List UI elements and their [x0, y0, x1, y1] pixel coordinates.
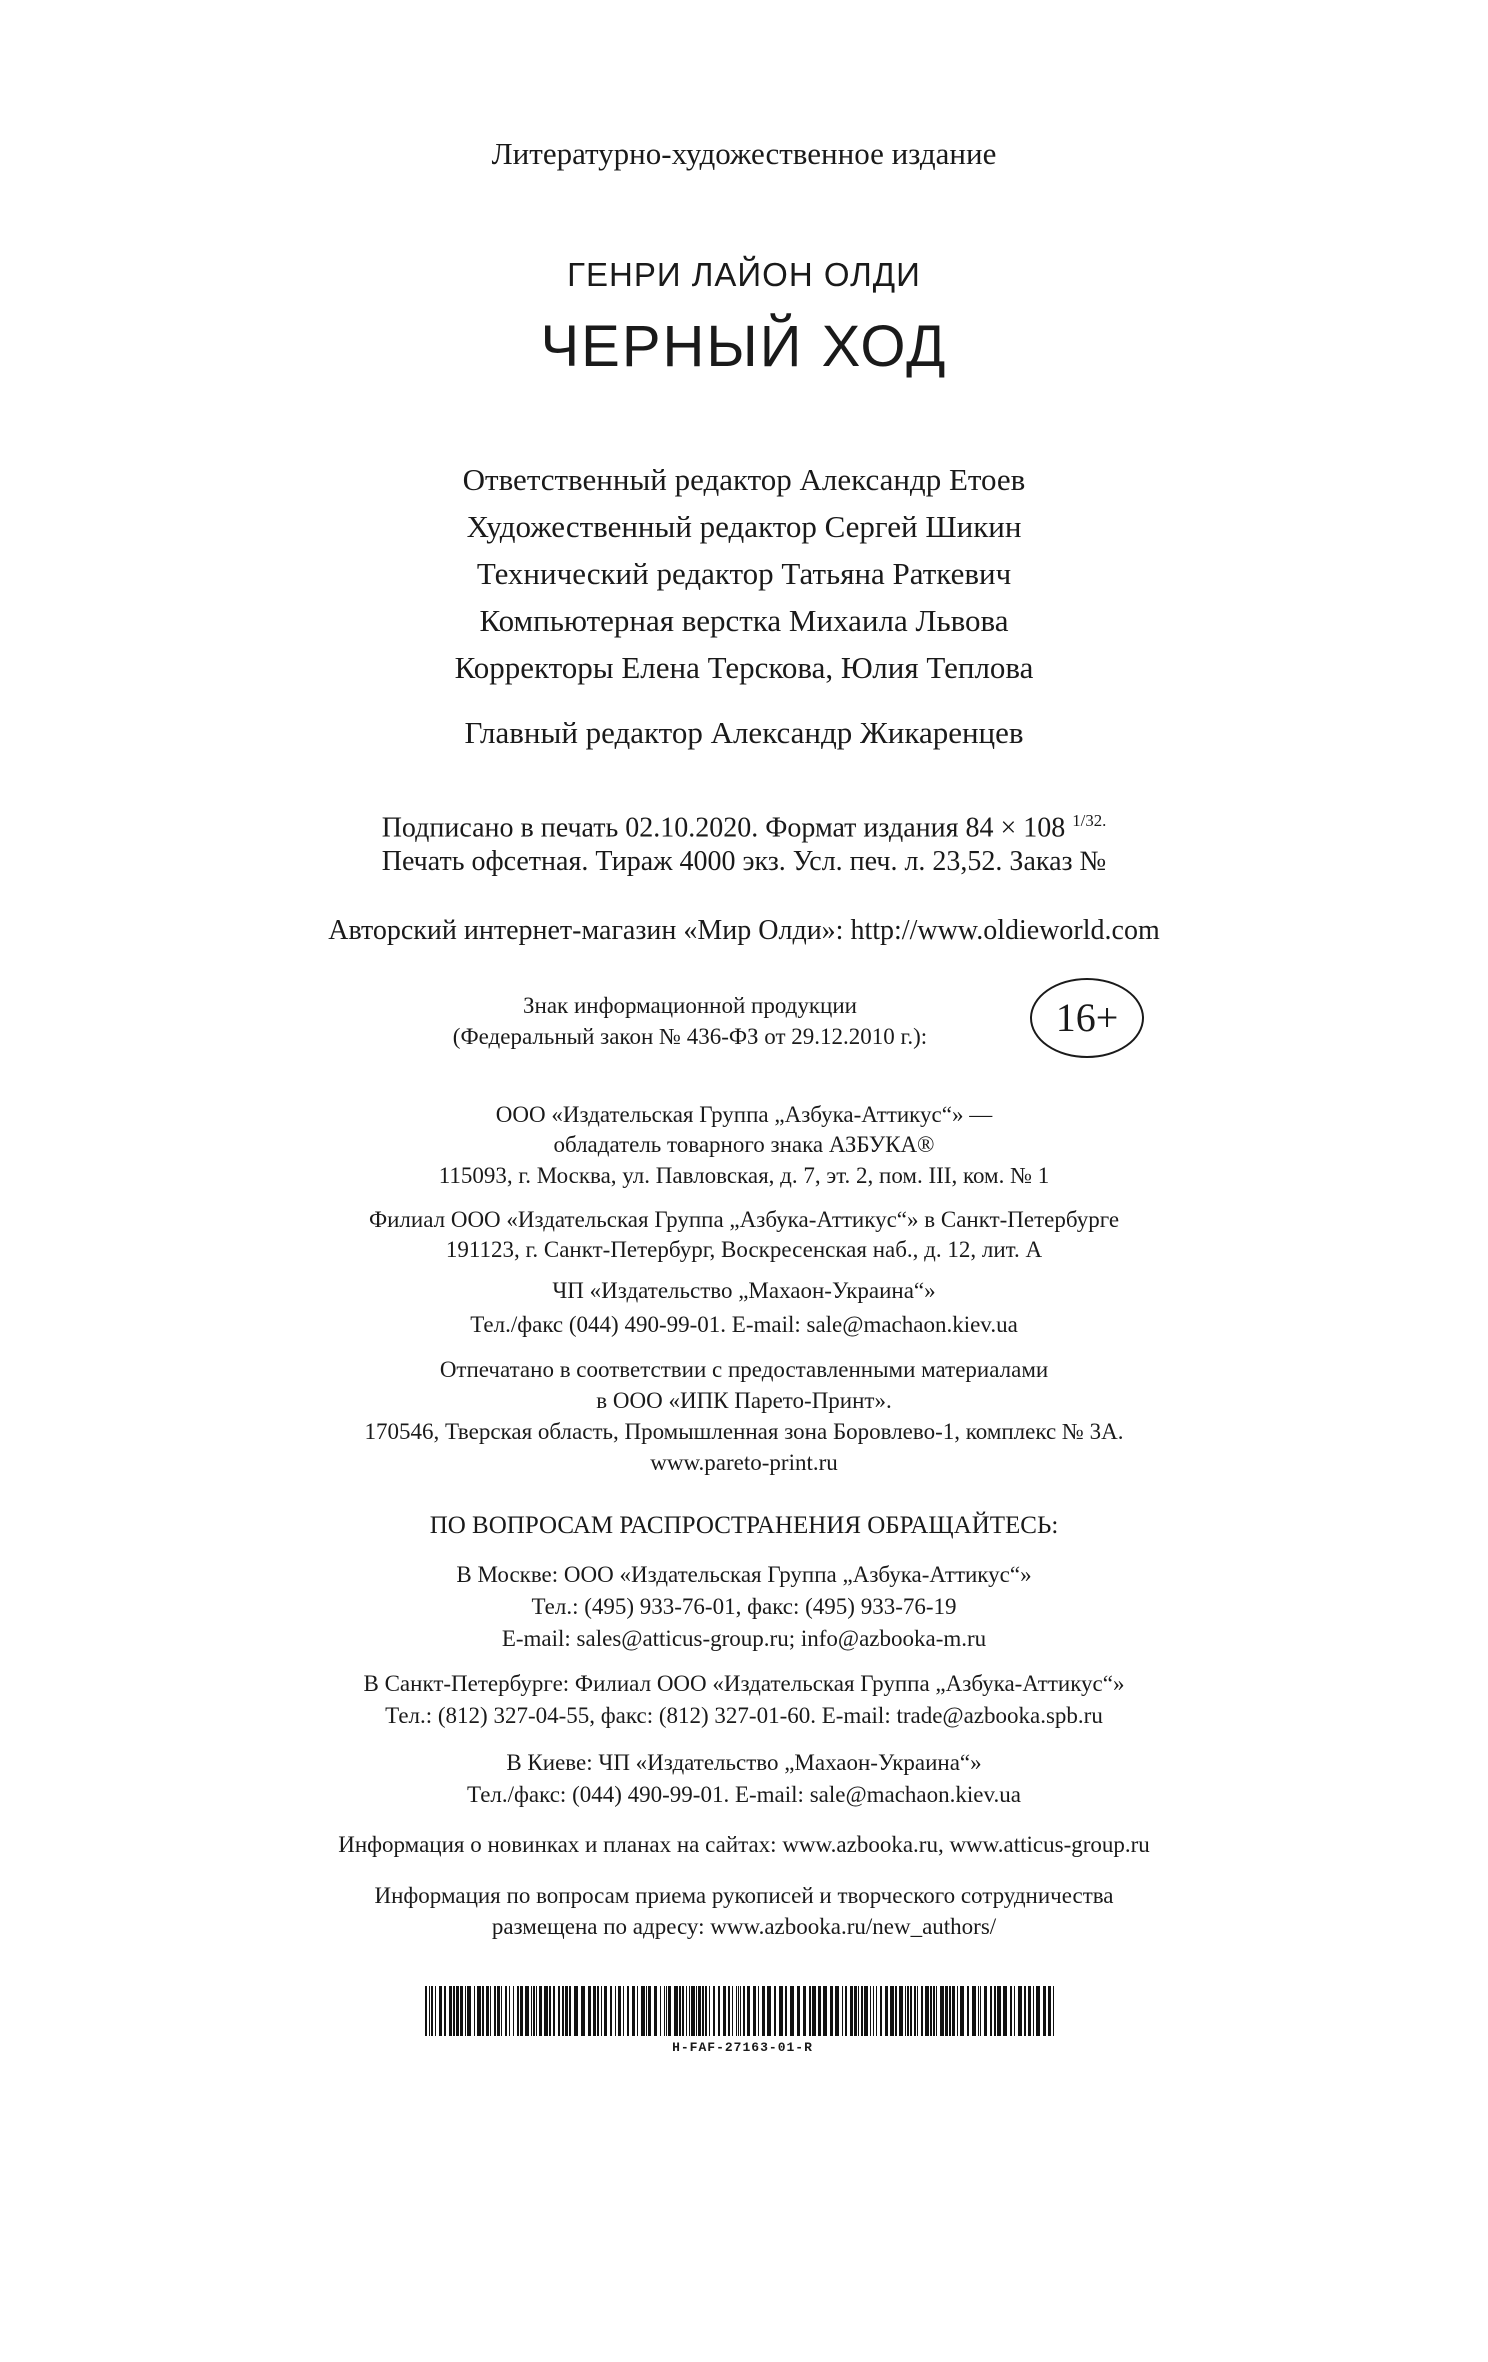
barcode-bar	[531, 1986, 532, 2036]
barcode-bar	[558, 1986, 560, 2036]
barcode-bar	[623, 1986, 624, 2036]
barcode-bar	[501, 1986, 502, 2036]
edition-type: Литературно-художественное издание	[491, 136, 997, 171]
barcode-bar	[1033, 1986, 1034, 2036]
barcode-bar	[588, 1986, 591, 2036]
barcode-bar	[818, 1986, 821, 2036]
book-title: ЧЕРНЫЙ ХОД	[540, 314, 948, 379]
barcode-bar	[549, 1986, 551, 2036]
printer-website: www.pareto-print.ru	[650, 1450, 838, 1475]
barcode-bar	[845, 1986, 847, 2036]
ukraine-publisher: ЧП «Издательство „Махаон-Украина“»	[552, 1278, 936, 1303]
print-signed-line	[0, 803, 1488, 846]
print-run-line: Печать офсетная. Тираж 4000 экз. Усл. печ. л. 23,52. Заказ №	[381, 846, 1107, 877]
barcode-bar	[861, 1986, 863, 2036]
barcode-bar	[482, 1986, 484, 2036]
branch-line: Филиал ООО «Издательская Группа „Азбука-Аттикус“» в Санкт-Петербурге	[368, 1207, 1120, 1232]
barcode-bar	[627, 1986, 629, 2036]
ukraine-contacts: Тел./факс (044) 490-99-01. E-mail: sale@machaon.kiev.ua	[470, 1312, 1018, 1337]
barcode-bar	[723, 1986, 726, 2036]
publisher-address: 115093, г. Москва, ул. Павловская, д. 7, эт. 2, пом. III, ком. № 1	[438, 1163, 1050, 1188]
barcode-bar	[895, 1986, 897, 2036]
barcode-bar	[1024, 1986, 1026, 2036]
barcode-bar	[509, 1986, 510, 2036]
barcode-bar	[444, 1986, 446, 2036]
barcode-bar	[1043, 1986, 1046, 2036]
barcode-bar	[785, 1986, 787, 2036]
age-law: (Федеральный закон № 436-ФЗ от 29.12.2010 г.):	[452, 1024, 928, 1049]
editor-line: Корректоры Елена Терскова, Юлия Теплова	[454, 650, 1034, 685]
barcode-bar	[960, 1986, 964, 2036]
barcode-bar	[925, 1986, 929, 2036]
barcode-bar	[705, 1986, 707, 2036]
barcode-bar	[830, 1986, 833, 2036]
barcode-bar	[1053, 1986, 1054, 2036]
barcode-bar	[978, 1986, 979, 2036]
barcode-bar	[747, 1986, 750, 2036]
publisher-line: ООО «Издательская Группа „Азбука-Аттикус“» —	[495, 1102, 993, 1127]
publisher-line: обладатель товарного знака АЗБУКА®	[553, 1132, 935, 1157]
barcode-bar	[740, 1986, 741, 2036]
barcode-bar	[593, 1986, 596, 2036]
barcode-bar	[460, 1986, 463, 2036]
barcode-bar	[1014, 1986, 1015, 2036]
barcode-bar	[885, 1986, 888, 2036]
editor-line: Художественный редактор Сергей Шикин	[466, 509, 1022, 544]
barcode-bar	[1018, 1986, 1022, 2036]
barcode-bar	[689, 1986, 690, 2036]
distribution-line: Тел.: (495) 933-76-01, факс: (495) 933-76-19	[531, 1594, 957, 1619]
barcode-bar	[691, 1986, 695, 2036]
barcode-bar	[732, 1986, 733, 2036]
barcode-bar	[539, 1986, 542, 2036]
barcode-bar	[686, 1986, 687, 2036]
barcode-bar	[646, 1986, 647, 2036]
barcode-bar	[774, 1986, 776, 2036]
barcode-bar	[914, 1986, 916, 2036]
barcode-bar	[1048, 1986, 1051, 2036]
age-rating-badge: 16+	[1030, 978, 1144, 1058]
barcode-bar	[660, 1986, 661, 2036]
barcode-bar	[736, 1986, 737, 2036]
barcode-bar	[767, 1986, 771, 2036]
barcode-bar	[525, 1986, 529, 2036]
barcode-bar	[762, 1986, 765, 2036]
barcode-bar	[718, 1986, 720, 2036]
barcode-bar	[910, 1986, 912, 2036]
manuscripts-info: размещена по адресу: www.azbooka.ru/new_authors/	[491, 1914, 997, 1939]
barcode-bar	[425, 1986, 427, 2036]
news-info: Информация о новинках и планах на сайтах: www.azbooka.ru, www.atticus-group.ru	[338, 1832, 1150, 1857]
barcode-bar	[562, 1986, 564, 2036]
barcode-bar	[758, 1986, 759, 2036]
editor-line: Компьютерная верстка Михаила Львова	[479, 603, 1009, 638]
chief-editor: Главный редактор Александр Жикаренцев	[464, 715, 1024, 750]
barcode-bar	[467, 1986, 471, 2036]
barcode-bar	[957, 1986, 958, 2036]
barcode-bar	[641, 1986, 645, 2036]
barcode-bar	[850, 1986, 853, 2036]
barcode-bar	[917, 1986, 918, 2036]
barcode-bar	[632, 1986, 635, 2036]
distribution-line: В Москве: ООО «Издательская Группа „Азбука-Аттикус“»	[456, 1562, 1032, 1587]
barcode-bar	[520, 1986, 523, 2036]
barcode-bar	[654, 1986, 657, 2036]
barcode-bar	[990, 1986, 992, 2036]
barcode-bar	[949, 1986, 951, 2036]
barcode-bar	[1028, 1986, 1031, 2036]
barcode-bar	[907, 1986, 909, 2036]
barcode-bar	[994, 1986, 996, 2036]
barcode-bar	[544, 1986, 548, 2036]
editor-line: Технический редактор Татьяна Раткевич	[476, 556, 1012, 591]
barcode-bar	[873, 1986, 874, 2036]
barcode-bar	[553, 1986, 555, 2036]
branch-address: 191123, г. Санкт-Петербург, Воскресенская наб., д. 12, лит. А	[445, 1237, 1043, 1262]
barcode-bar	[1003, 1986, 1007, 2036]
barcode-bar	[666, 1986, 667, 2036]
barcode-bar	[984, 1986, 987, 2036]
barcode-bar	[702, 1986, 704, 2036]
barcode-bar	[597, 1986, 599, 2036]
barcode-bar	[682, 1986, 684, 2036]
barcode-bar	[980, 1986, 981, 2036]
barcode	[425, 1986, 1060, 2036]
barcode-bar	[696, 1986, 697, 2036]
barcode-bar	[465, 1986, 466, 2036]
format-fraction: 1/32.	[1072, 811, 1107, 830]
barcode-bar	[474, 1986, 475, 2036]
barcode-code: H-FAF-27163-01-R	[672, 2040, 813, 2055]
barcode-bar	[637, 1986, 638, 2036]
barcode-bar	[709, 1986, 710, 2036]
barcode-bar	[439, 1986, 442, 2036]
barcode-bar	[486, 1986, 489, 2036]
barcode-bar	[797, 1986, 800, 2036]
barcode-bar	[854, 1986, 857, 2036]
barcode-bar	[997, 1986, 1001, 2036]
barcode-bar	[905, 1986, 906, 2036]
barcode-bar	[936, 1986, 937, 2036]
barcode-bar	[533, 1986, 535, 2036]
barcode-bar	[790, 1986, 794, 2036]
barcode-bar	[835, 1986, 839, 2036]
barcode-bar	[1010, 1986, 1012, 2036]
barcode-bar	[581, 1986, 585, 2036]
barcode-bar	[972, 1986, 976, 2036]
barcode-bar	[497, 1986, 500, 2036]
barcode-bar	[899, 1986, 903, 2036]
print-signed-text: Подписано в печать 02.10.2020. Формат издания 84 × 108	[381, 812, 1066, 844]
barcode-bar	[890, 1986, 894, 2036]
barcode-bar	[648, 1986, 651, 2036]
barcode-bar	[779, 1986, 783, 2036]
barcode-bar	[803, 1986, 806, 2036]
barcode-bar	[952, 1986, 955, 2036]
barcode-bar	[945, 1986, 948, 2036]
barcode-bar	[880, 1986, 882, 2036]
barcode-bar	[513, 1986, 514, 2036]
barcode-bar	[698, 1986, 701, 2036]
barcode-bar	[517, 1986, 519, 2036]
barcode-bar	[753, 1986, 756, 2036]
barcode-bar	[842, 1986, 843, 2036]
barcode-bar	[967, 1986, 969, 2036]
barcode-bar	[569, 1986, 571, 2036]
barcode-bar	[933, 1986, 935, 2036]
barcode-bar	[453, 1986, 455, 2036]
barcode-bar	[615, 1986, 616, 2036]
barcode-bar	[809, 1986, 811, 2036]
barcode-bar	[610, 1986, 612, 2036]
barcode-bar	[823, 1986, 827, 2036]
barcode-bar	[674, 1986, 678, 2036]
barcode-bar	[431, 1986, 433, 2036]
distribution-line: В Киеве: ЧП «Издательство „Махаон-Украина“»	[506, 1750, 982, 1775]
barcode-bar	[604, 1986, 607, 2036]
barcode-bar	[536, 1986, 537, 2036]
barcode-bar	[574, 1986, 578, 2036]
barcode-bar	[738, 1986, 739, 2036]
barcode-bar	[921, 1986, 923, 2036]
distribution-line: Тел./факс: (044) 490-99-01. E-mail: sale@machaon.kiev.ua	[467, 1782, 1021, 1807]
age-label: Знак информационной продукции	[523, 993, 857, 1018]
barcode-bar	[679, 1986, 681, 2036]
editor-line: Ответственный редактор Александр Етоев	[462, 462, 1026, 497]
barcode-bar	[494, 1986, 496, 2036]
author-shop: Авторский интернет-магазин «Мир Олди»: http://www.oldieworld.com	[328, 915, 1160, 946]
distribution-heading: ПО ВОПРОСАМ РАСПРОСТРАНЕНИЯ ОБРАЩАЙТЕСЬ:	[429, 1512, 1059, 1539]
barcode-bar	[713, 1986, 715, 2036]
barcode-bar	[477, 1986, 481, 2036]
barcode-bar	[490, 1986, 491, 2036]
barcode-bar	[601, 1986, 602, 2036]
barcode-bar	[456, 1986, 459, 2036]
printer-line: Отпечатано в соответствии с предоставленными материалами	[439, 1357, 1049, 1382]
barcode-bar	[940, 1986, 944, 2036]
book-author: ГЕНРИ ЛАЙОН ОЛДИ	[567, 256, 921, 293]
barcode-bar	[664, 1986, 665, 2036]
barcode-bar	[565, 1986, 568, 2036]
barcode-bar	[870, 1986, 871, 2036]
barcode-bar	[812, 1986, 816, 2036]
barcode-bar	[449, 1986, 452, 2036]
printer-line: в ООО «ИПК Парето-Принт».	[596, 1388, 892, 1413]
barcode-bar	[618, 1986, 621, 2036]
barcode-bar	[864, 1986, 868, 2036]
barcode-bar	[429, 1986, 430, 2036]
barcode-bar	[930, 1986, 932, 2036]
distribution-line: В Санкт-Петербурге: Филиал ООО «Издательская Группа „Азбука-Аттикус“»	[363, 1671, 1125, 1696]
barcode-bar	[728, 1986, 730, 2036]
barcode-bar	[876, 1986, 877, 2036]
barcode-bar	[435, 1986, 436, 2036]
barcode-bar	[1036, 1986, 1040, 2036]
manuscripts-info: Информация по вопросам приема рукописей и творческого сотрудничества	[374, 1883, 1114, 1908]
distribution-line: Тел.: (812) 327-04-55, факс: (812) 327-01-60. E-mail: trade@azbooka.spb.ru	[385, 1703, 1103, 1728]
printer-address: 170546, Тверская область, Промышленная зона Боровлево-1, комплекс № 3А.	[364, 1419, 1124, 1444]
barcode-bar	[743, 1986, 745, 2036]
distribution-line: E-mail: sales@atticus-group.ru; info@azbooka-m.ru	[501, 1626, 987, 1651]
barcode-bar	[668, 1986, 671, 2036]
barcode-bar	[858, 1986, 859, 2036]
barcode-bar	[505, 1986, 507, 2036]
